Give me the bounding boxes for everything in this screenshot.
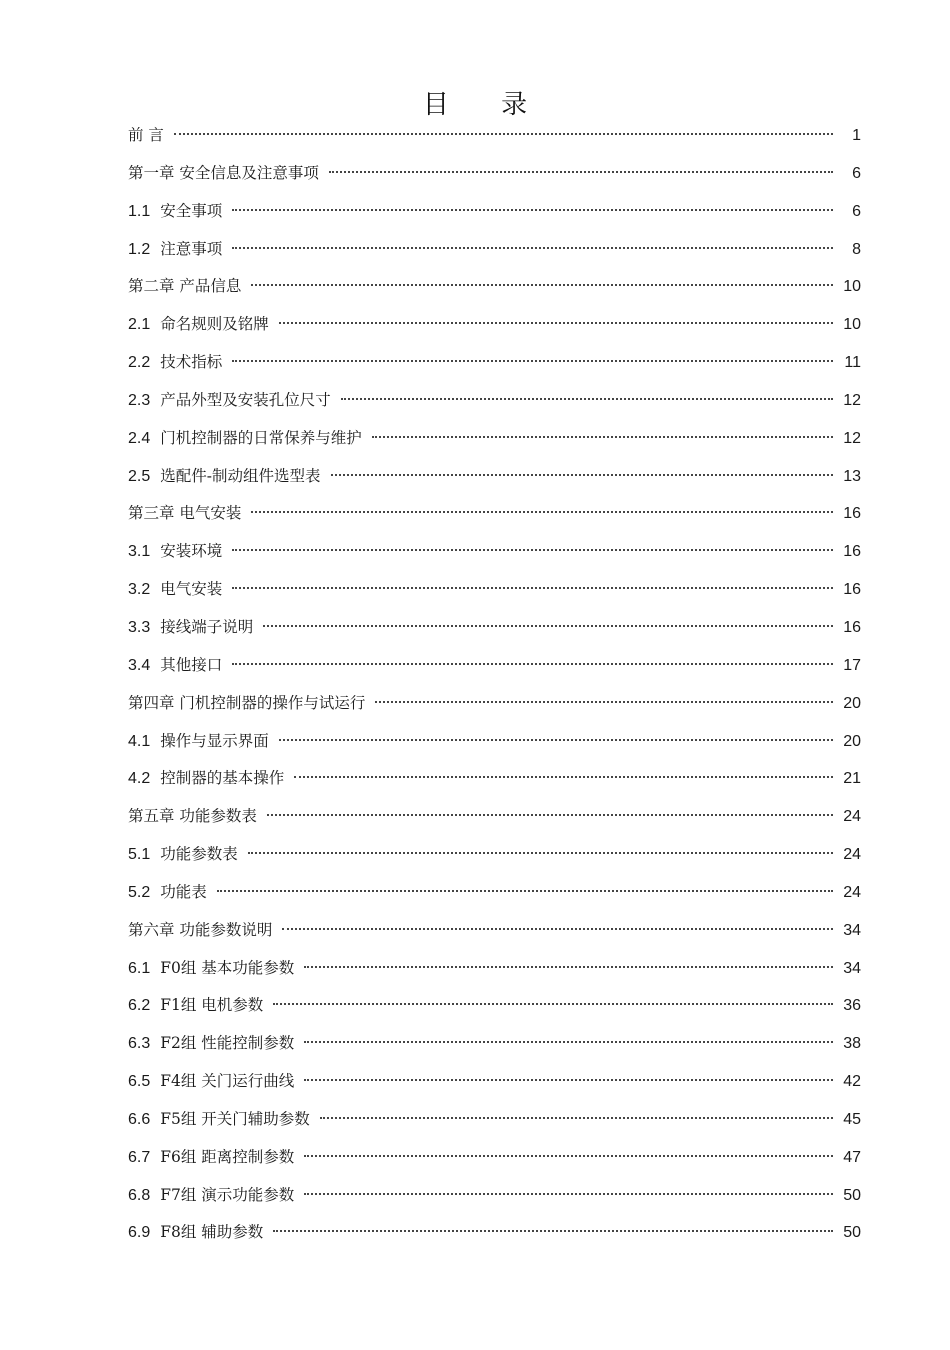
- toc-entry-title: 控制器的基本操作: [160, 769, 285, 788]
- toc-entry-number: 2.5: [128, 467, 151, 485]
- dot-leader: [331, 474, 834, 476]
- toc-entry-page: 20: [843, 732, 861, 750]
- toc-entry-number: 5.2: [128, 883, 151, 901]
- toc-entry-page: 17: [843, 656, 861, 674]
- toc-entry[interactable]: [128, 117, 861, 155]
- dot-leader: [263, 625, 833, 627]
- toc-entry-page: 8: [852, 240, 861, 258]
- toc-entry-page: 34: [843, 921, 861, 939]
- toc-entry-number: 4.2: [128, 770, 151, 788]
- dot-leader: [320, 1117, 833, 1119]
- dot-leader: [232, 247, 833, 249]
- toc-entry[interactable]: [128, 723, 861, 761]
- dot-leader: [304, 966, 833, 968]
- toc-entry[interactable]: [128, 912, 861, 950]
- toc-entry-title: 第三章 电气安装: [128, 504, 242, 523]
- toc-entry-title: F4组 关门运行曲线: [160, 1072, 295, 1091]
- toc-entry-page: 42: [843, 1073, 861, 1091]
- dot-leader: [273, 1003, 833, 1005]
- dot-leader: [267, 814, 833, 816]
- dot-leader: [375, 701, 833, 703]
- toc-entry-number: 4.1: [128, 732, 151, 750]
- toc-entry[interactable]: [128, 1214, 861, 1252]
- dot-leader: [251, 284, 833, 286]
- toc-entry[interactable]: [128, 231, 861, 269]
- toc-entry-number: 3.2: [128, 581, 151, 599]
- toc-entry-title: 安装环境: [160, 542, 223, 561]
- toc-entry-title: 命名规则及铭牌: [160, 315, 269, 334]
- toc-entry[interactable]: [128, 1177, 861, 1215]
- toc-entry[interactable]: [128, 1063, 861, 1101]
- toc-entry-page: 10: [843, 278, 861, 296]
- toc-entry-title: 功能表: [160, 882, 207, 901]
- toc-entry-page: 24: [843, 846, 861, 864]
- toc-entry-number: 2.4: [128, 429, 151, 447]
- toc-entry-number: 2.1: [128, 316, 151, 334]
- table-of-contents: [128, 117, 861, 1252]
- dot-leader: [282, 928, 833, 930]
- toc-entry-page: 36: [843, 997, 861, 1015]
- dot-leader: [304, 1079, 833, 1081]
- dot-leader: [217, 890, 833, 892]
- toc-entry-page: 34: [843, 959, 861, 977]
- dot-leader: [279, 739, 833, 741]
- toc-entry[interactable]: [128, 155, 861, 193]
- toc-entry[interactable]: [128, 1101, 861, 1139]
- toc-entry-title: 第五章 功能参数表: [128, 807, 257, 826]
- dot-leader: [232, 663, 833, 665]
- toc-entry[interactable]: [128, 798, 861, 836]
- toc-entry-title: F2组 性能控制参数: [160, 1034, 295, 1053]
- toc-entry-number: 2.3: [128, 391, 151, 409]
- toc-entry-title: 安全事项: [160, 201, 223, 220]
- toc-entry[interactable]: [128, 306, 861, 344]
- toc-entry-title: 第六章 功能参数说明: [128, 920, 273, 939]
- toc-entry[interactable]: [128, 874, 861, 912]
- dot-leader: [294, 776, 833, 778]
- dot-leader: [341, 398, 833, 400]
- toc-entry-number: 6.1: [128, 959, 151, 977]
- toc-entry[interactable]: [128, 533, 861, 571]
- toc-entry-number: 6.7: [128, 1148, 151, 1166]
- toc-entry-title: 前 言: [128, 126, 164, 144]
- toc-entry-title: 注意事项: [160, 239, 223, 258]
- dot-leader: [232, 549, 833, 551]
- toc-entry-title: F0组 基本功能参数: [160, 958, 295, 977]
- toc-entry-title: 功能参数表: [160, 845, 238, 864]
- toc-entry-page: 45: [843, 1110, 861, 1128]
- toc-entry-title: F1组 电机参数: [160, 996, 264, 1015]
- toc-entry-page: 50: [843, 1224, 861, 1242]
- toc-entry-page: 16: [843, 505, 861, 523]
- toc-entry[interactable]: [128, 571, 861, 609]
- toc-entry[interactable]: [128, 647, 861, 685]
- toc-entry-page: 24: [843, 883, 861, 901]
- toc-entry-page: 16: [843, 543, 861, 561]
- dot-leader: [251, 511, 833, 513]
- toc-entry-page: 6: [852, 164, 861, 182]
- toc-entry[interactable]: [128, 420, 861, 458]
- toc-entry-title: 产品外型及安装孔位尺寸: [160, 390, 331, 409]
- dot-leader: [248, 852, 833, 854]
- toc-entry-title: 第二章 产品信息: [128, 277, 242, 296]
- dot-leader: [304, 1193, 833, 1195]
- toc-entry-page: 20: [843, 694, 861, 712]
- toc-entry-title: F6组 距离控制参数: [160, 1147, 295, 1166]
- toc-entry-page: 13: [843, 467, 861, 485]
- toc-entry-title: 操作与显示界面: [160, 731, 269, 750]
- toc-entry[interactable]: [128, 458, 861, 496]
- toc-entry-page: 16: [843, 618, 861, 636]
- toc-entry-title: F7组 演示功能参数: [160, 1185, 295, 1204]
- toc-entry-title: 其他接口: [160, 655, 223, 674]
- toc-entry-title: 技术指标: [160, 353, 223, 372]
- toc-entry-page: 6: [852, 202, 861, 220]
- toc-entry-title: 门机控制器的日常保养与维护: [160, 428, 362, 447]
- dot-leader: [232, 209, 833, 211]
- toc-entry-page: 50: [843, 1186, 861, 1204]
- toc-entry-page: 38: [843, 1035, 861, 1053]
- dot-leader: [273, 1230, 833, 1232]
- dot-leader: [279, 322, 833, 324]
- toc-entry-number: 1.1: [128, 202, 151, 220]
- toc-entry-title: 第四章 门机控制器的操作与试运行: [128, 693, 366, 712]
- toc-entry-page: 11: [844, 354, 861, 372]
- toc-entry-title: F5组 开关门辅助参数: [160, 1109, 310, 1128]
- toc-entry-title: 第一章 安全信息及注意事项: [128, 163, 319, 182]
- toc-entry-page: 12: [843, 391, 861, 409]
- dot-leader: [329, 171, 833, 173]
- toc-entry[interactable]: [128, 609, 861, 647]
- toc-entry-number: 3.4: [128, 656, 151, 674]
- dot-leader: [232, 587, 833, 589]
- toc-entry[interactable]: [128, 950, 861, 988]
- toc-entry[interactable]: [128, 268, 861, 306]
- toc-entry-number: 6.9: [128, 1224, 151, 1242]
- toc-entry-number: 1.2: [128, 240, 151, 258]
- toc-entry[interactable]: [128, 1139, 861, 1177]
- toc-entry-page: 10: [843, 316, 861, 334]
- toc-entry-number: 6.8: [128, 1186, 151, 1204]
- toc-entry-title: 电气安装: [160, 580, 223, 599]
- toc-entry-page: 24: [843, 808, 861, 826]
- toc-entry-number: 6.3: [128, 1035, 151, 1053]
- dot-leader: [174, 133, 833, 135]
- dot-leader: [232, 360, 833, 362]
- toc-title: 目 录: [422, 90, 550, 120]
- toc-entry[interactable]: [128, 685, 861, 723]
- toc-entry[interactable]: [128, 344, 861, 382]
- toc-entry[interactable]: [128, 760, 861, 798]
- dot-leader: [372, 436, 833, 438]
- toc-entry-number: 5.1: [128, 846, 151, 864]
- toc-entry-page: 21: [843, 770, 861, 788]
- toc-entry-title: 接线端子说明: [160, 617, 254, 636]
- dot-leader: [304, 1041, 833, 1043]
- toc-entry-number: 3.1: [128, 543, 151, 561]
- toc-entry-page: 16: [843, 581, 861, 599]
- toc-entry[interactable]: [128, 987, 861, 1025]
- toc-entry-number: 6.2: [128, 997, 151, 1015]
- toc-entry[interactable]: [128, 1025, 861, 1063]
- dot-leader: [304, 1155, 833, 1157]
- toc-entry-number: 2.2: [128, 354, 151, 372]
- toc-entry-number: 6.5: [128, 1073, 151, 1091]
- toc-entry[interactable]: [128, 836, 861, 874]
- toc-entry-number: 6.6: [128, 1110, 151, 1128]
- toc-entry-page: 47: [843, 1148, 861, 1166]
- toc-entry-page: 12: [843, 429, 861, 447]
- toc-entry[interactable]: [128, 382, 861, 420]
- toc-entry-number: 3.3: [128, 618, 151, 636]
- toc-entry[interactable]: [128, 193, 861, 231]
- toc-entry[interactable]: [128, 495, 861, 533]
- toc-entry-title: F8组 辅助参数: [160, 1223, 264, 1242]
- toc-entry-title: 选配件-制动组件选型表: [160, 466, 321, 485]
- toc-entry-page: 1: [852, 127, 861, 144]
